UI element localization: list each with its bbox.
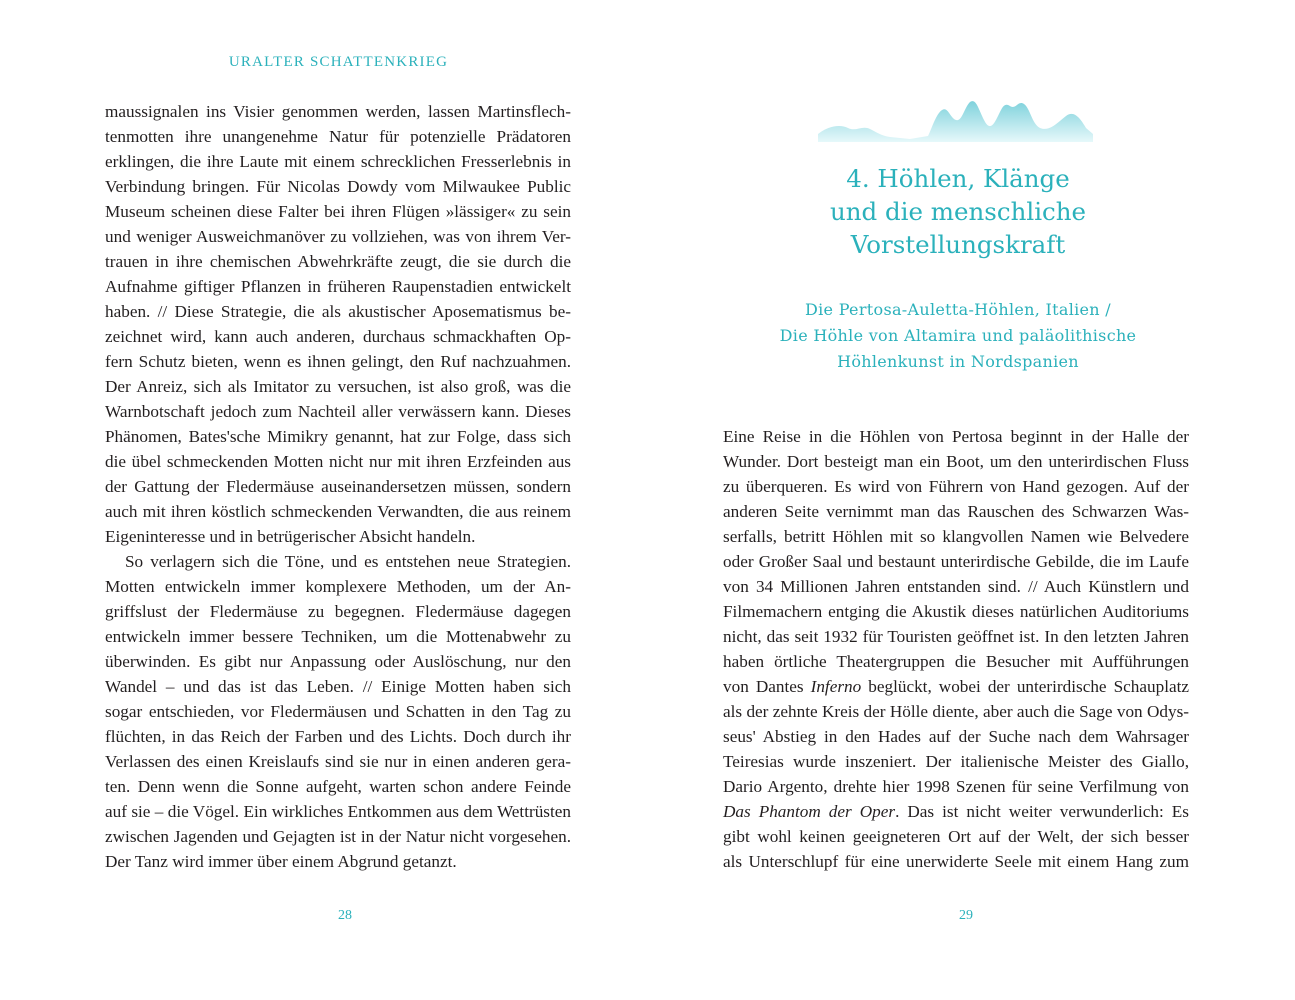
- text-line: anderen Seite vernimmt man das Rauschen des Schwarzen Was-: [723, 502, 1189, 521]
- text-line: So verlagern sich die Töne, und es entstehen neue Strategien.: [125, 552, 571, 571]
- chapter-subtitle: [708, 297, 1208, 375]
- text-line: auf sie – die Vögel. Ein wirkliches Entkommen aus dem Wettrüsten: [105, 802, 571, 821]
- text-line: tenmotten ihre unangenehme Natur für potenzielle Prädatoren: [105, 127, 571, 146]
- left-body-text: [105, 99, 571, 874]
- chapter-subtitle-line: Die Höhle von Altamira und paläolithische: [779, 326, 1137, 345]
- text-line: Verlassen des einen Kreislaufs sind sie nur in einen anderen gera-: [105, 752, 571, 771]
- text-line: Verbindung bringen. Für Nicolas Dowdy vom Milwaukee Public: [105, 177, 571, 196]
- text-line: nicht, das seit 1932 für Touristen geöffnet ist. In den letzten Jahren: [723, 627, 1189, 646]
- text-line: Wunder. Dort besteigt man ein Boot, um den unterirdischen Fluss: [723, 452, 1189, 471]
- text-line: Phänomen, Bates'sche Mimikry genannt, hat zur Folge, dass sich: [105, 427, 571, 446]
- text-line: Wandel – und das ist das Leben. // Einige Motten haben sich: [105, 677, 571, 696]
- text-line: Das Phantom der Oper. Das ist nicht weiter verwunderlich: Es: [723, 802, 1189, 821]
- chapter-title-line: Vorstellungskraft: [850, 230, 1066, 259]
- text-line: ten. Denn wenn die Sonne aufgeht, warten schon andere Feinde: [105, 777, 571, 796]
- text-line: Teiresias wurde inszeniert. Der italienische Meister des Giallo,: [723, 752, 1189, 771]
- running-head: URALTER SCHATTENKRIEG: [228, 54, 449, 70]
- text-line: Filmemachern entging die Akustik dieses natürlichen Auditoriums: [723, 602, 1189, 621]
- text-line: Eine Reise in die Höhlen von Pertosa beginnt in der Halle der: [723, 427, 1189, 446]
- text-line: überwinden. Es gibt nur Anpassung oder Auslöschung, nur den: [105, 652, 571, 671]
- text-line: oder Großer Saal und bestaunt unterirdische Gebilde, die im Laufe: [723, 552, 1189, 571]
- text-line: und weniger Ausweichmanöver zu vollziehen, was von ihrem Ver-: [105, 227, 571, 246]
- text-line: gibt wohl keinen geeigneteren Ort auf der Welt, der sich besser: [723, 827, 1189, 846]
- text-line: von 34 Millionen Jahren entstanden sind. // Auch Künstlern und: [723, 577, 1189, 596]
- chapter-title-line: 4. Höhlen, Klänge: [846, 164, 1070, 193]
- text-line: erklingen, die ihre Laute mit einem schrecklichen Fresserlebnis in: [105, 152, 571, 171]
- text-line: Dario Argento, drehte hier 1998 Szenen für seine Verfilmung von: [723, 777, 1189, 796]
- chapter-title-line: und die menschliche: [829, 197, 1087, 226]
- text-line: maussignalen ins Visier genommen werden, lassen Martinsflech-: [105, 102, 571, 121]
- text-line: von Dantes Inferno beglückt, wobei der unterirdische Schauplatz: [723, 677, 1189, 696]
- text-line: Aufnahme giftiger Pflanzen in früheren Raupenstadien entwickelt: [105, 277, 571, 296]
- right-body-text: [723, 424, 1189, 874]
- text-line: zeichnet wird, kann auch anderen, durchaus schmackhaften Op-: [105, 327, 571, 346]
- text-line: auch mit ihren köstlich schmeckenden Verwandten, die aus reinem: [105, 502, 571, 521]
- text-line: Der Anreiz, sich als Imitator zu versuchen, ist also groß, was die: [105, 377, 571, 396]
- text-line: Motten entwickeln immer komplexere Methoden, um der An-: [105, 577, 571, 596]
- text-line: Museum scheinen diese Falter bei ihren Flügen »lässiger« zu sein: [105, 202, 571, 221]
- text-line: fern Schutz bieten, wenn es ihnen gelingt, den Ruf nachzuahmen.: [105, 352, 571, 371]
- text-line: Der Tanz wird immer über einem Abgrund getanzt.: [105, 852, 457, 871]
- chapter-title: [708, 162, 1208, 261]
- text-line: serfalls, betritt Höhlen mit so klangvollen Namen wie Belvedere: [723, 527, 1189, 546]
- chapter-subtitle-line: Höhlenkunst in Nordspanien: [837, 352, 1079, 371]
- text-line: die übel schmeckenden Motten nicht nur mit ihren Erzfeinden aus: [105, 452, 571, 471]
- text-line: als der zehnte Kreis der Hölle diente, aber auch die Sage von Odys-: [723, 702, 1189, 721]
- text-line: zwischen Jagenden und Gejagten ist in der Natur nicht vorgesehen.: [105, 827, 571, 846]
- text-line: sogar entschieden, vor Fledermäusen und Schatten in den Tag zu: [105, 702, 571, 721]
- text-line: seus' Abstieg in den Hades auf der Suche nach dem Wahrsager: [723, 727, 1189, 746]
- text-line: als Unterschlupf für eine unerwiderte Seele mit einem Hang zum: [723, 852, 1189, 871]
- right-page: [648, 0, 1295, 1000]
- page-number-left: 28: [338, 908, 352, 923]
- mountain-illustration: [818, 98, 1093, 148]
- page-number-right: 29: [959, 908, 973, 923]
- text-line: haben örtliche Theatergruppen die Besucher mit Aufführungen: [723, 652, 1189, 671]
- chapter-subtitle-line: Die Pertosa-Auletta-Höhlen, Italien /: [805, 300, 1111, 319]
- text-line: Eigeninteresse und in betrügerischer Absicht handeln.: [105, 527, 476, 546]
- text-line: entwickeln immer bessere Techniken, um die Mottenabwehr zu: [105, 627, 571, 646]
- text-line: trauen in ihre chemischen Abwehrkräfte zeugt, die sie durch die: [105, 252, 571, 271]
- text-line: der Gattung der Fledermäuse auseinandersetzen müssen, sondern: [105, 477, 571, 496]
- text-line: flüchten, in das Reich der Farben und des Lichts. Doch durch ihr: [105, 727, 571, 746]
- text-line: zu überqueren. Es wird von Führern von Hand gezogen. Auf der: [723, 477, 1189, 496]
- text-line: griffslust der Fledermäuse zu begegnen. Fledermäuse dagegen: [105, 602, 571, 621]
- text-line: haben. // Diese Strategie, die als akustischer Aposematismus be-: [105, 302, 571, 321]
- text-line: Warnbotschaft jedoch zum Nachteil aller verwässern kann. Dieses: [105, 402, 571, 421]
